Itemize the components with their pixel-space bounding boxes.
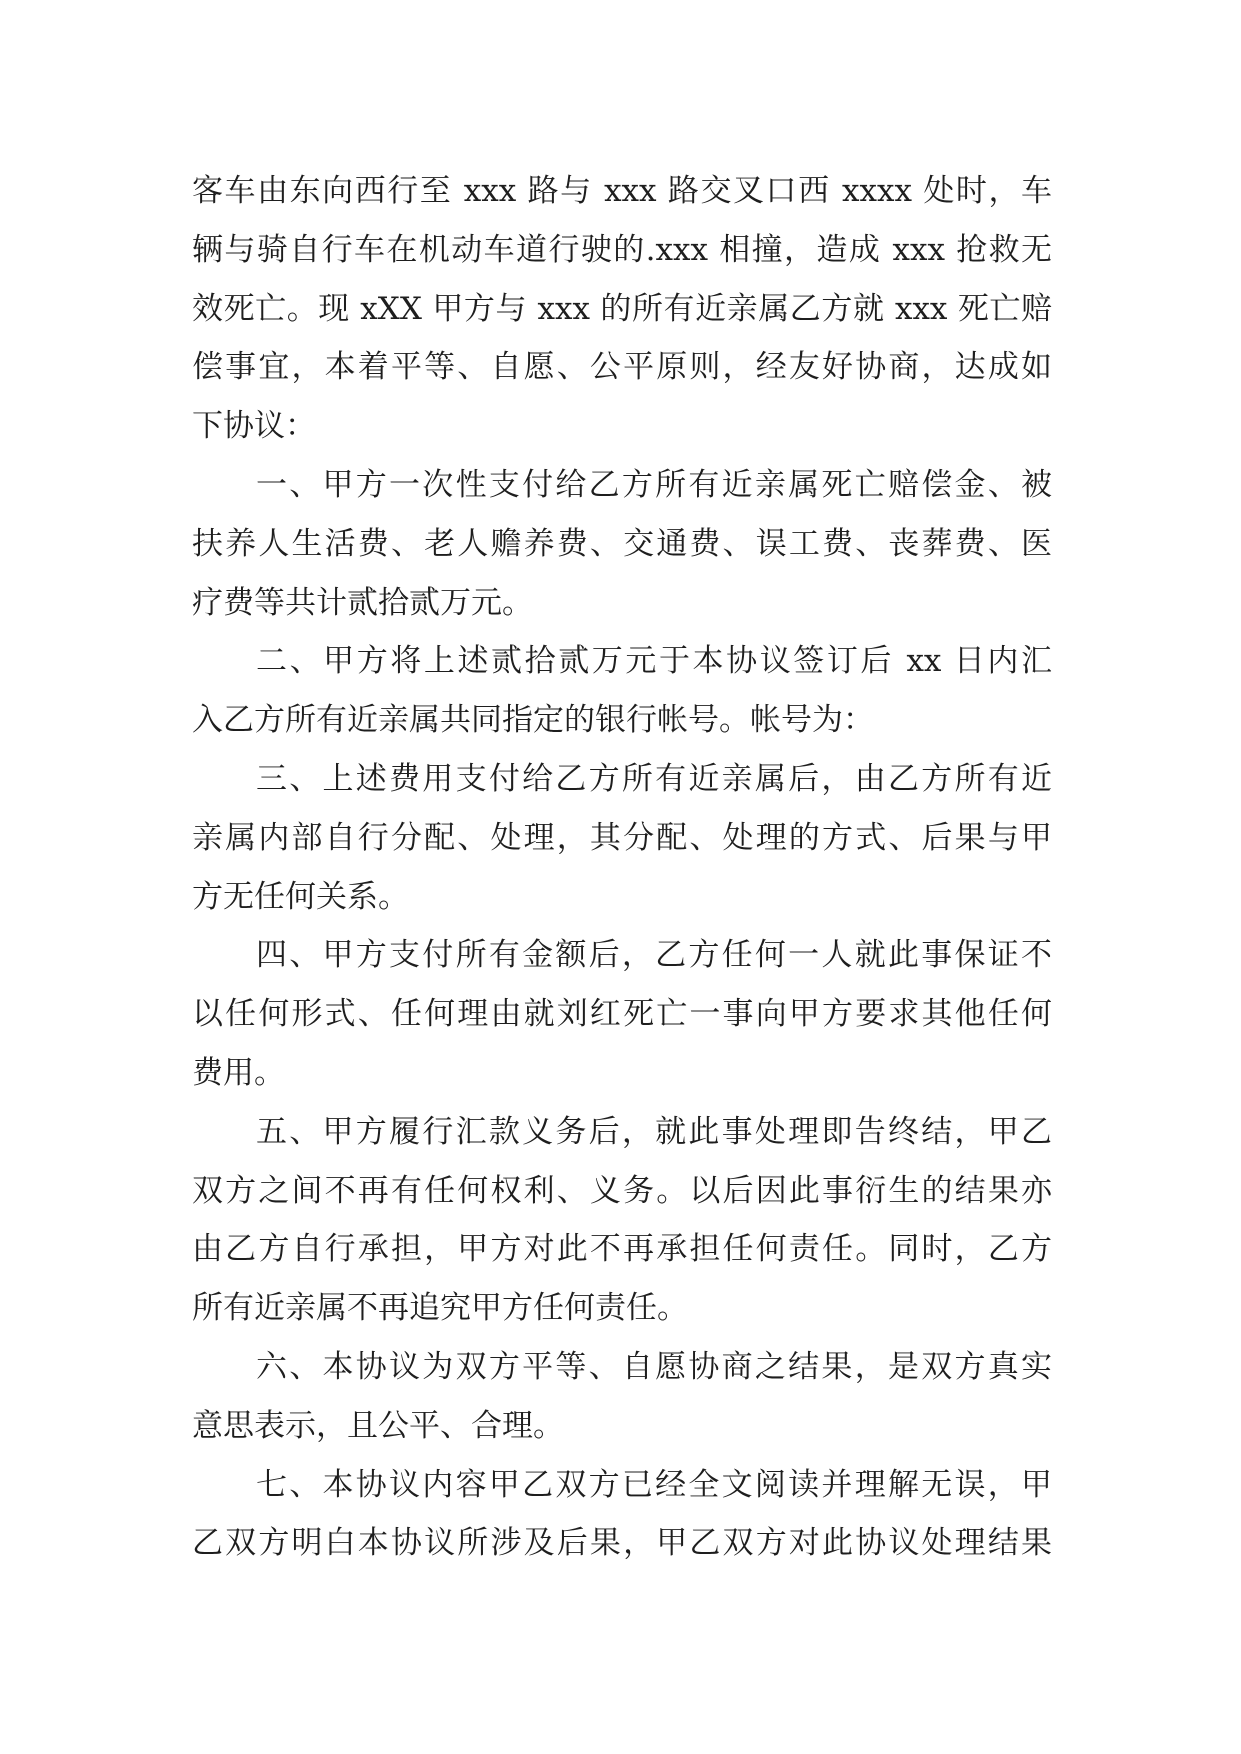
text-line: 扶养人生活费、老人赡养费、交通费、误工费、丧葬费、医 [192, 525, 1052, 562]
paragraph-first-line: 一、甲方一次性支付给乙方所有近亲属死亡赔偿金、被 [256, 466, 1052, 503]
text-line: 费用。 [192, 1054, 285, 1091]
paragraph-first-line: 七、本协议内容甲乙双方已经全文阅读并理解无误，甲 [256, 1466, 1052, 1503]
text-line: 双方之间不再有任何权利、义务。以后因此事衍生的结果亦 [192, 1172, 1052, 1209]
text-line: 客车由东向西行至 xxx 路与 xxx 路交叉口西 xxxx 处时，车 [192, 173, 1052, 209]
text-line: 亲属内部自行分配、处理，其分配、处理的方式、后果与甲 [192, 819, 1052, 856]
text-line: 辆与骑自行车在机动车道行驶的.xxx 相撞，造成 xxx 抢救无 [192, 231, 1052, 268]
text-line: 效死亡。现 xXX 甲方与 xxx 的所有近亲属乙方就 xxx 死亡赔 [192, 290, 1052, 327]
text-line: 偿事宜，本着平等、自愿、公平原则，经友好协商，达成如 [192, 349, 1052, 386]
paragraph-first-line: 四、甲方支付所有金额后，乙方任何一人就此事保证不 [256, 937, 1052, 974]
paragraph-first-line: 六、本协议为双方平等、自愿协商之结果，是双方真实 [256, 1348, 1052, 1385]
text-line: 所有近亲属不再追究甲方任何责任。 [192, 1290, 688, 1327]
text-line: 以任何形式、任何理由就刘红死亡一事向甲方要求其他任何 [192, 996, 1052, 1033]
text-line: 意思表示，且公平、合理。 [192, 1407, 564, 1444]
text-line: 入乙方所有近亲属共同指定的银行帐号。帐号为： [192, 702, 874, 739]
text-line: 疗费等共计贰拾贰万元。 [192, 584, 533, 621]
paragraph-first-line: 三、上述费用支付给乙方所有近亲属后，由乙方所有近 [256, 760, 1052, 797]
paragraph-first-line: 二、甲方将上述贰拾贰万元于本协议签订后 xx 日内汇 [256, 643, 1052, 680]
text-line: 方无任何关系。 [192, 878, 409, 915]
text-line: 乙双方明白本协议所涉及后果，甲乙双方对此协议处理结果 [192, 1525, 1052, 1562]
text-line: 由乙方自行承担，甲方对此不再承担任何责任。同时，乙方 [192, 1231, 1052, 1268]
paragraph-first-line: 五、甲方履行汇款义务后，就此事处理即告终结，甲乙 [256, 1113, 1052, 1150]
text-line: 下协议： [192, 408, 316, 445]
document-body [192, 162, 1052, 1573]
